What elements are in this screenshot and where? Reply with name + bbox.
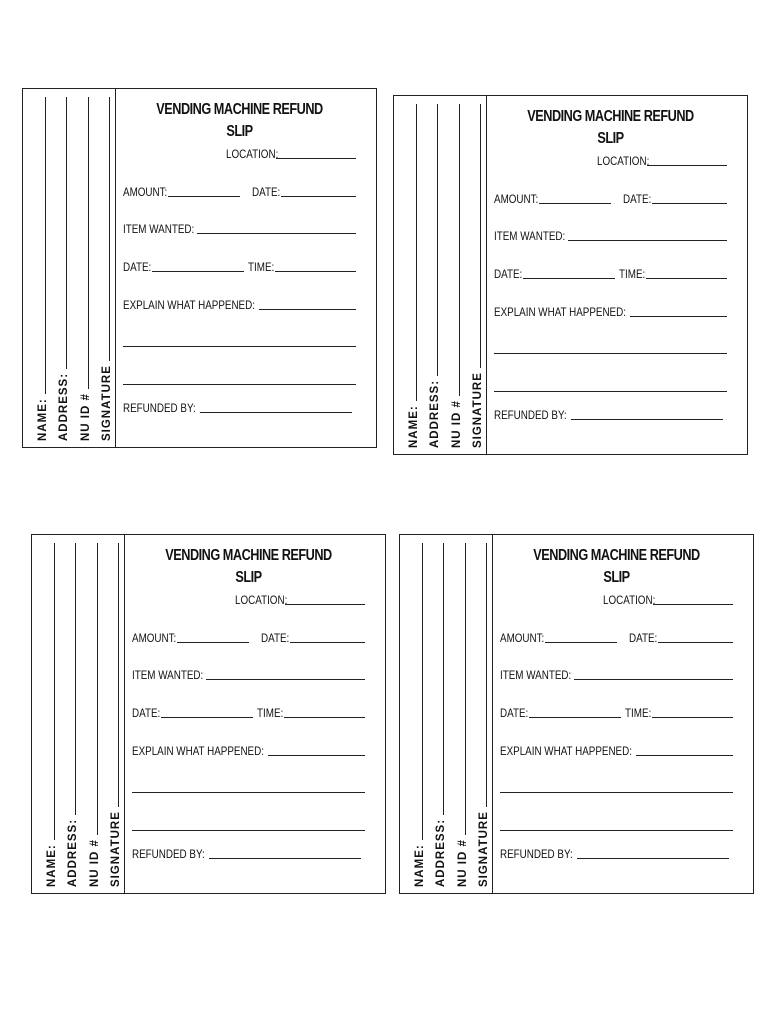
nu-id-line[interactable]	[459, 104, 460, 396]
refunded-by-row	[132, 845, 361, 861]
explain-line-2[interactable]	[494, 353, 727, 354]
item-wanted-row	[132, 666, 365, 682]
explain-line-2[interactable]	[132, 792, 365, 793]
refunded-by-line[interactable]	[200, 412, 352, 413]
explain-line[interactable]	[636, 755, 733, 756]
name-label: NAME:	[408, 405, 420, 448]
signature-label: SIGNATURE	[471, 372, 484, 448]
signature-label: SIGNATURE	[100, 365, 113, 441]
item-wanted-line[interactable]	[568, 240, 727, 241]
explain-line-3[interactable]	[132, 830, 365, 831]
date2-line[interactable]	[152, 271, 244, 272]
refunded-by-line[interactable]	[209, 858, 361, 859]
time-line[interactable]	[275, 271, 356, 272]
explain-row	[500, 742, 733, 758]
explain-blank-row-1	[500, 779, 733, 795]
date-line[interactable]	[290, 642, 365, 643]
time-line[interactable]	[646, 278, 727, 279]
refund-slip	[393, 95, 748, 455]
side-fields	[31, 97, 113, 441]
explain-line[interactable]	[259, 309, 356, 310]
refunded-by-line[interactable]	[577, 858, 729, 859]
time-line[interactable]	[284, 717, 365, 718]
address-field[interactable]	[423, 104, 441, 448]
signature-label: SIGNATURE	[477, 811, 490, 887]
nu-id-label: NU ID #	[450, 400, 463, 448]
nu-id-line[interactable]	[97, 543, 98, 835]
item-wanted-row	[494, 227, 727, 243]
item-wanted-label: ITEM WANTED:	[500, 668, 572, 682]
slip-title: VENDING MACHINE REFUND SLIP	[533, 547, 700, 586]
date2-label: DATE:	[500, 706, 529, 720]
address-field[interactable]	[429, 543, 447, 887]
side-fields	[408, 543, 490, 887]
address-field[interactable]	[61, 543, 79, 887]
side-fields	[402, 104, 484, 448]
amount-line[interactable]	[177, 642, 249, 643]
slip-title: VENDING MACHINE REFUND SLIP	[527, 108, 694, 147]
date-label: DATE:	[252, 185, 281, 199]
nu-id-line[interactable]	[465, 543, 466, 835]
amount-line[interactable]	[545, 642, 617, 643]
explain-line[interactable]	[268, 755, 365, 756]
time-label: TIME:	[257, 706, 284, 720]
explain-label: EXPLAIN WHAT HAPPENED:	[500, 744, 632, 758]
date-label: DATE:	[261, 631, 290, 645]
location-row	[123, 145, 356, 161]
amount-label: AMOUNT:	[123, 185, 168, 199]
date2-line[interactable]	[161, 717, 253, 718]
signature-field[interactable]	[104, 543, 122, 887]
date-time-row	[132, 704, 365, 720]
slip-main	[116, 89, 376, 447]
explain-blank-row-2	[500, 817, 733, 833]
location-row	[500, 591, 733, 607]
amount-date-row	[123, 183, 356, 199]
refund-slip	[22, 88, 377, 448]
name-line[interactable]	[54, 543, 55, 840]
date2-label: DATE:	[494, 267, 523, 281]
nu-id-field[interactable]	[83, 543, 101, 887]
address-line[interactable]	[75, 543, 76, 815]
refund-slip	[31, 534, 386, 894]
explain-label: EXPLAIN WHAT HAPPENED:	[123, 298, 255, 312]
name-label: NAME:	[37, 398, 49, 441]
explain-blank-row-1	[123, 333, 356, 349]
date-time-row	[500, 704, 733, 720]
date-line[interactable]	[281, 196, 356, 197]
item-wanted-line[interactable]	[574, 679, 733, 680]
name-line[interactable]	[45, 97, 46, 394]
amount-date-row	[494, 190, 727, 206]
date2-label: DATE:	[132, 706, 161, 720]
refunded-by-label: REFUNDED BY:	[123, 401, 196, 415]
nu-id-field[interactable]	[451, 543, 469, 887]
signature-line[interactable]	[109, 97, 110, 361]
amount-label: AMOUNT:	[132, 631, 177, 645]
nu-id-label: NU ID #	[456, 839, 469, 887]
amount-line[interactable]	[168, 196, 240, 197]
location-line[interactable]	[276, 158, 356, 159]
item-wanted-row	[500, 666, 733, 682]
date2-label: DATE:	[123, 260, 152, 274]
name-field[interactable]	[408, 543, 426, 887]
amount-date-row	[132, 629, 365, 645]
date-label: DATE:	[629, 631, 658, 645]
name-line[interactable]	[422, 543, 423, 840]
explain-line-2[interactable]	[500, 792, 733, 793]
name-field[interactable]	[40, 543, 58, 887]
address-label: ADDRESS:	[429, 379, 442, 448]
name-field[interactable]	[31, 97, 49, 441]
explain-line[interactable]	[630, 316, 727, 317]
explain-label: EXPLAIN WHAT HAPPENED:	[132, 744, 264, 758]
amount-label: AMOUNT:	[500, 631, 545, 645]
refunded-by-row	[123, 399, 352, 415]
slip-title: VENDING MACHINE REFUND SLIP	[156, 101, 323, 140]
signature-line[interactable]	[480, 104, 481, 368]
item-wanted-row	[123, 220, 356, 236]
signature-field[interactable]	[95, 97, 113, 441]
side-fields	[40, 543, 122, 887]
address-label: ADDRESS:	[58, 372, 71, 441]
refunded-by-label: REFUNDED BY:	[494, 408, 567, 422]
explain-row	[494, 303, 727, 319]
refunded-by-row	[500, 845, 729, 861]
address-line[interactable]	[437, 104, 438, 376]
refund-slip	[399, 534, 754, 894]
nu-id-field[interactable]	[74, 97, 92, 441]
slip-title: VENDING MACHINE REFUND SLIP	[165, 547, 332, 586]
explain-blank-row-1	[494, 340, 727, 356]
date2-line[interactable]	[529, 717, 621, 718]
slip-side-panel	[400, 535, 493, 893]
explain-line-3[interactable]	[500, 830, 733, 831]
slip-side-panel	[32, 535, 125, 893]
time-line[interactable]	[652, 717, 733, 718]
item-wanted-label: ITEM WANTED:	[123, 222, 195, 236]
signature-field[interactable]	[472, 543, 490, 887]
date-line[interactable]	[652, 203, 727, 204]
signature-field[interactable]	[466, 104, 484, 448]
location-line[interactable]	[653, 604, 733, 605]
location-row	[494, 152, 727, 168]
date-label: DATE:	[623, 192, 652, 206]
address-line[interactable]	[66, 97, 67, 369]
location-row	[132, 591, 365, 607]
item-wanted-label: ITEM WANTED:	[494, 229, 566, 243]
slip-side-panel	[23, 89, 116, 447]
location-label: LOCATION:	[597, 154, 650, 168]
name-line[interactable]	[416, 104, 417, 401]
name-label: NAME:	[414, 844, 426, 887]
location-label: LOCATION:	[603, 593, 656, 607]
name-label: NAME:	[46, 844, 58, 887]
location-line[interactable]	[285, 604, 365, 605]
explain-label: EXPLAIN WHAT HAPPENED:	[494, 305, 626, 319]
refunded-by-label: REFUNDED BY:	[500, 847, 573, 861]
item-wanted-line[interactable]	[197, 233, 356, 234]
address-line[interactable]	[443, 543, 444, 815]
time-label: TIME:	[625, 706, 652, 720]
explain-line-2[interactable]	[123, 346, 356, 347]
nu-id-line[interactable]	[88, 97, 89, 389]
address-field[interactable]	[52, 97, 70, 441]
slip-main	[487, 96, 747, 454]
address-label: ADDRESS:	[67, 818, 80, 887]
item-wanted-label: ITEM WANTED:	[132, 668, 204, 682]
explain-line-3[interactable]	[123, 384, 356, 385]
time-label: TIME:	[619, 267, 646, 281]
slip-side-panel	[394, 96, 487, 454]
location-line[interactable]	[647, 165, 727, 166]
explain-blank-row-2	[132, 817, 365, 833]
slip-main	[125, 535, 385, 893]
signature-line[interactable]	[118, 543, 119, 807]
slip-main	[493, 535, 753, 893]
date-time-row	[494, 265, 727, 281]
explain-row	[132, 742, 365, 758]
nu-id-field[interactable]	[445, 104, 463, 448]
signature-label: SIGNATURE	[109, 811, 122, 887]
date-time-row	[123, 258, 356, 274]
amount-line[interactable]	[539, 203, 611, 204]
explain-line-3[interactable]	[494, 391, 727, 392]
explain-row	[123, 296, 356, 312]
explain-blank-row-1	[132, 779, 365, 795]
explain-blank-row-2	[123, 371, 356, 387]
refunded-by-line[interactable]	[571, 419, 723, 420]
address-label: ADDRESS:	[435, 818, 448, 887]
signature-line[interactable]	[486, 543, 487, 807]
location-label: LOCATION:	[226, 147, 279, 161]
location-label: LOCATION:	[235, 593, 288, 607]
amount-label: AMOUNT:	[494, 192, 539, 206]
time-label: TIME:	[248, 260, 275, 274]
date-line[interactable]	[658, 642, 733, 643]
refunded-by-label: REFUNDED BY:	[132, 847, 205, 861]
item-wanted-line[interactable]	[206, 679, 365, 680]
date2-line[interactable]	[523, 278, 615, 279]
nu-id-label: NU ID #	[88, 839, 101, 887]
refunded-by-row	[494, 406, 723, 422]
nu-id-label: NU ID #	[79, 393, 92, 441]
amount-date-row	[500, 629, 733, 645]
explain-blank-row-2	[494, 378, 727, 394]
name-field[interactable]	[402, 104, 420, 448]
